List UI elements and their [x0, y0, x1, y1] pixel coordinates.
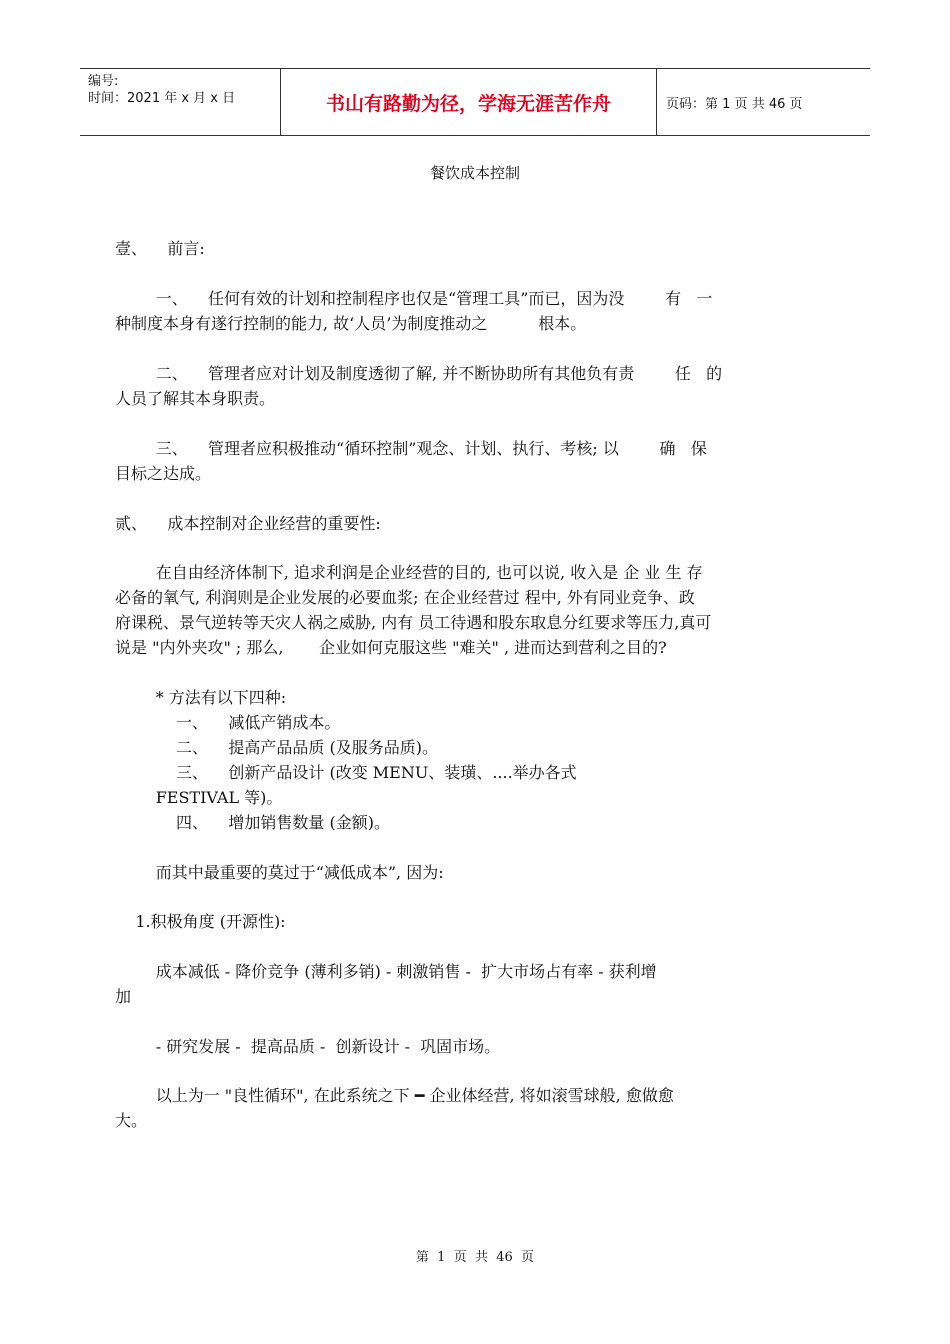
paragraph-line: 在自由经济体制下, 追求利润是企业经营的目的, 也可以说, 收入是 企 业 生 存 [115, 563, 703, 582]
paragraph-line: 人员了解其本身职责。 [115, 389, 276, 408]
subsection-heading: 1.积极角度 (开源性): [115, 912, 286, 931]
paragraph-line: - 研究发展 - 提高品质 - 创新设计 - 巩固市场。 [115, 1037, 501, 1056]
paragraph-line: 三、 管理者应积极推动“循环控制”观念、计划、执行、考核; 以 确 保 [115, 439, 707, 458]
list-item: 四、 增加销售数量 (金额)。 [115, 813, 390, 832]
document-title: 餐饮成本控制 [429, 164, 520, 182]
paragraph-line: 以上为一 "良性循环", 在此系统之下 ━ 企业体经营, 将如滚雪球般, 愈做愈 [115, 1086, 674, 1105]
list-item: 一、 减低产销成本。 [115, 713, 341, 732]
paragraph-line: 说是 "内外夹攻" ; 那么, 企业如何克服这些 "难关" , 进而达到营利之目的? [115, 638, 667, 657]
paragraph-line: 二、 管理者应对计划及制度透彻了解, 并不断协助所有其他负有责 任 的 [115, 364, 723, 383]
paragraph-line: 府课税、景气逆转等天灾人祸之威胁, 内有 员工待遇和股东取息分红要求等压力,真可 [115, 613, 712, 632]
paragraph-line: 种制度本身有遂行控制的能力, 故‘人员’为制度推动之 根本。 [115, 314, 587, 333]
document-number-label: 编号: [88, 74, 119, 89]
paragraph-line: 一、 任何有效的计划和控制程序也仅是“管理工具”而已，因为没 有 一 [115, 289, 713, 308]
page-footer: 第 1 页 共 46 页 [415, 1250, 535, 1265]
document-date: 时间：2021 年 x 月 x 日 [88, 91, 236, 106]
paragraph-line: 大。 [115, 1111, 148, 1130]
header-motto: 书山有路勤为径，学海无涯苦作舟 [281, 69, 657, 135]
paragraph-line: 加 [115, 987, 132, 1006]
list-item: 二、 提高产品品质 (及服务品质)。 [115, 738, 438, 757]
section-heading-2: 贰、 成本控制对企业经营的重要性: [115, 514, 381, 533]
section-heading-1: 壹、 前言: [115, 239, 205, 258]
page-header [80, 68, 870, 136]
paragraph-line: 必备的氧气, 利润则是企业发展的必要血浆; 在企业经营过 程中, 外有同业竞争、政 [115, 588, 695, 607]
list-intro: * 方法有以下四种: [115, 688, 287, 707]
list-item: 三、 创新产品设计 (改变 MENU、装璜、....举办各式 [115, 763, 577, 782]
header-meta [80, 69, 281, 135]
page-current: 第 1 页 [705, 96, 748, 112]
paragraph-line: 而其中最重要的莫过于“减低成本”, 因为: [115, 863, 444, 882]
paragraph-line: 成本减低 - 降价竞争 (薄利多销) - 刺激销售 - 扩大市场占有率 - 获利增 [115, 962, 657, 981]
paragraph-line: 目标之达成。 [115, 464, 212, 483]
list-item-continued: FESTIVAL 等)。 [115, 788, 283, 807]
header-page-info [657, 69, 870, 135]
page-total: 共 46 页 [751, 96, 803, 112]
page-label: 页码： [666, 96, 706, 112]
